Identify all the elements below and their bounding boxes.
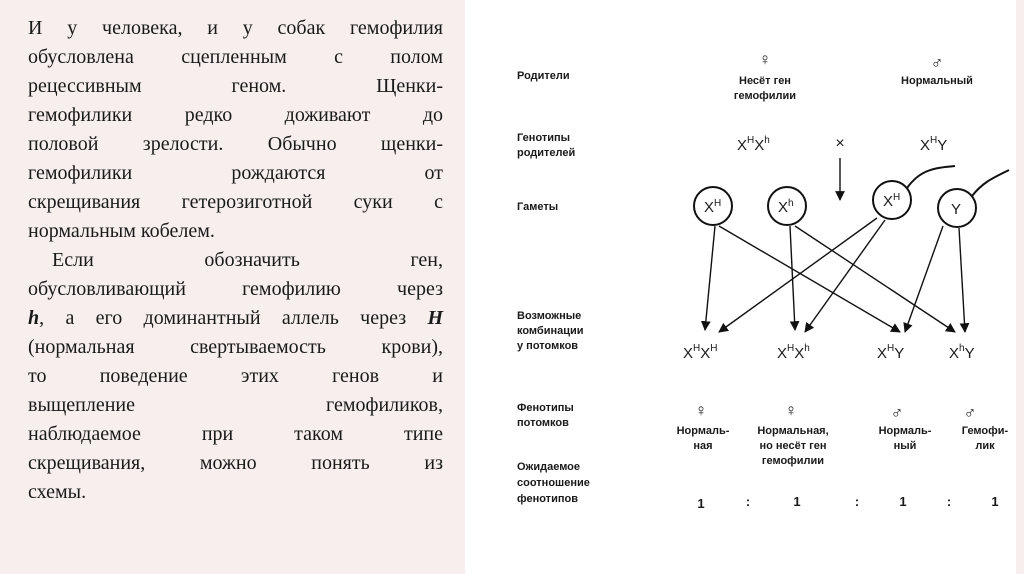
- gamete-sperm-XH-label: $X^H$: [883, 192, 901, 210]
- paragraph-1: [28, 14, 443, 246]
- gene-h: h: [28, 307, 40, 329]
- text-line: выщепление гемофиликов,: [28, 394, 443, 416]
- ratio-separator: :: [745, 494, 751, 509]
- label-parents: Родители: [517, 70, 570, 82]
- parent-female-1: Несёт ген: [739, 75, 791, 87]
- text-line: скрещивания, можно понять из: [28, 452, 443, 474]
- offspring-XhY: $X^hY$: [949, 343, 975, 362]
- phenotype-4-line-1: Гемофи-: [961, 425, 1009, 437]
- female-symbol: ♀: [694, 401, 708, 420]
- label-combos-1: Возможные: [517, 310, 582, 322]
- text-panel: [0, 0, 465, 574]
- phenotype-2-line-2: но несёт ген: [759, 440, 827, 452]
- female-symbol: ♀: [784, 401, 798, 420]
- phenotype-3-line-1: Нормаль-: [878, 425, 932, 437]
- label-genotypes-1: Генотипы: [517, 132, 571, 144]
- inheritance-diagram: [465, 40, 1024, 514]
- ratio-1: 1: [697, 496, 705, 511]
- ratio-separator: :: [946, 494, 952, 509]
- sperm-tail: [907, 166, 955, 188]
- gamete-egg-XH-label: $X^H$: [704, 198, 722, 216]
- phenotype-3-line-2: ный: [893, 440, 917, 452]
- ratio-4: 1: [991, 494, 999, 509]
- gamete-sperm-Y-label: Y: [951, 201, 962, 218]
- paragraph-2: [28, 246, 443, 507]
- phenotype-1-line-2: ная: [693, 440, 713, 452]
- arrow: [705, 226, 715, 330]
- phenotype-2-line-1: Нормальная,: [757, 425, 829, 437]
- label-ratio-2: соотношение: [517, 477, 590, 489]
- text-line: скрещивания гетерозиготной суки с: [28, 191, 443, 213]
- text-line: (нормальная свертываемость крови),: [28, 336, 443, 358]
- genotype-male: $X^HY$: [920, 135, 948, 154]
- sperm-tail: [972, 170, 1009, 196]
- label-gametes: Гаметы: [517, 201, 559, 213]
- arrow: [805, 220, 885, 332]
- male-symbol: ♂: [963, 403, 977, 422]
- label-ratio-1: Ожидаемое: [517, 461, 581, 473]
- text-line: обусловливающий гемофилию через: [28, 278, 443, 300]
- label-combos-2: комбинации: [517, 325, 584, 337]
- gene-H: H: [427, 307, 443, 329]
- text-line: то поведение этих генов и: [28, 365, 443, 387]
- female-symbol: ♀: [758, 50, 772, 69]
- label-combos-3: у потомков: [517, 340, 579, 352]
- text-line: рецессивным геном. Щенки-: [28, 75, 443, 97]
- ratio-3: 1: [899, 494, 907, 509]
- label-phenotypes-1: Фенотипы: [517, 402, 574, 414]
- parent-female-2: гемофилии: [733, 90, 797, 102]
- phenotype-1-line-1: Нормаль-: [676, 425, 730, 437]
- text-line: И у человека, и у собак гемофилия: [28, 17, 443, 39]
- text-line: наблюдаемое при таком типе: [28, 423, 443, 445]
- diagram-svg: [465, 40, 1024, 514]
- arrow: [795, 226, 955, 332]
- text-line: гемофилики рождаются от: [28, 162, 443, 184]
- text-line: нормальным кобелем.: [28, 220, 215, 242]
- text-line: [28, 304, 443, 333]
- text-line: обусловлена сцепленным с полом: [28, 46, 443, 68]
- cross-symbol: ×: [835, 135, 845, 152]
- text-line: гемофилики редко доживают до: [28, 104, 443, 126]
- arrow: [905, 226, 943, 332]
- arrow: [719, 218, 877, 332]
- text-fragment: , а его доминантный аллель через: [39, 307, 428, 329]
- male-symbol: ♂: [930, 53, 944, 72]
- label-genotypes-2: родителей: [517, 147, 576, 159]
- label-ratio-3: фенотипов: [517, 493, 578, 505]
- ratio-separator: :: [854, 494, 860, 509]
- gamete-egg-Xh-label: $X^h$: [778, 198, 794, 216]
- ratio-2: 1: [793, 494, 801, 509]
- offspring-XHY: $X^HY$: [877, 343, 905, 362]
- arrow: [959, 228, 965, 332]
- right-margin: [1016, 0, 1024, 574]
- label-phenotypes-2: потомков: [517, 417, 569, 429]
- text-line: схемы.: [28, 481, 87, 503]
- genotype-female: $X^HX^h$: [737, 135, 770, 154]
- text-body: [28, 14, 443, 507]
- phenotype-4-line-2: лик: [975, 440, 995, 452]
- parent-male: Нормальный: [901, 75, 973, 87]
- arrow: [719, 226, 900, 332]
- offspring-XHXH: $X^HX^H$: [683, 343, 718, 362]
- offspring-XHXh: $X^HX^h$: [777, 343, 810, 362]
- phenotype-2-line-3: гемофилии: [761, 455, 825, 467]
- text-line: Если обозначить ген,: [52, 249, 443, 271]
- male-symbol: ♂: [890, 403, 904, 422]
- text-line: половой зрелости. Обычно щенки-: [28, 133, 443, 155]
